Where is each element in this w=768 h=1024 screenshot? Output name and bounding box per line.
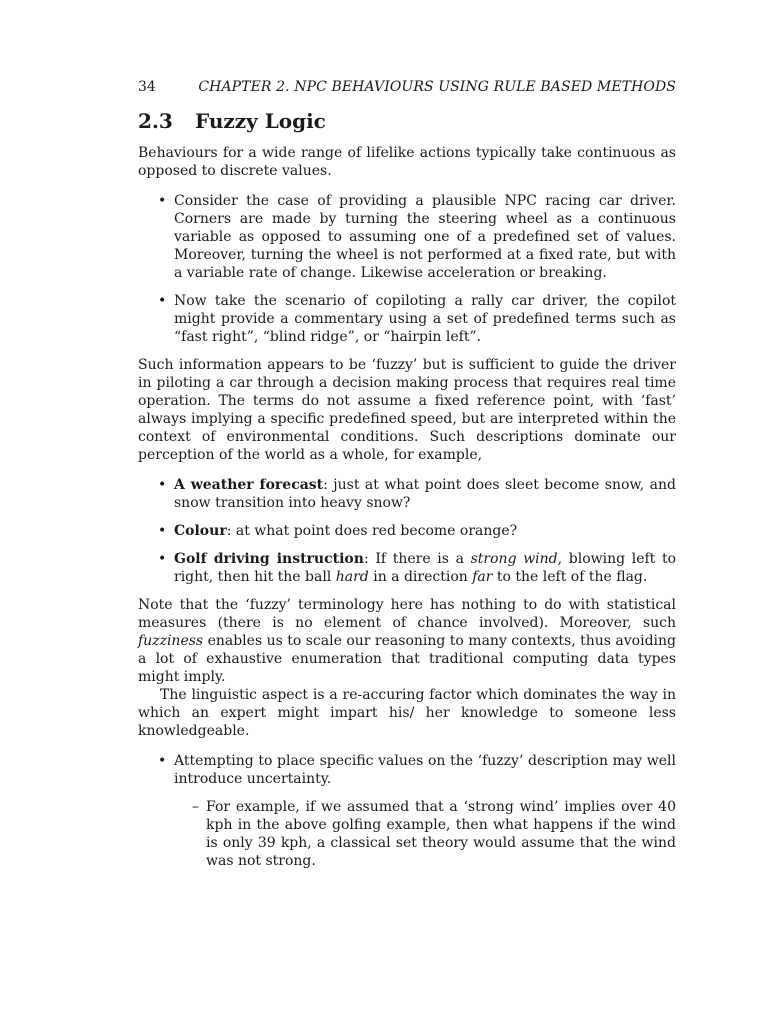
list-item bbox=[138, 522, 676, 540]
emphasis-hard: hard bbox=[335, 569, 369, 585]
running-header bbox=[138, 78, 676, 96]
list-item bbox=[138, 476, 676, 512]
sub-list bbox=[174, 798, 676, 870]
bullet-list-examples bbox=[138, 476, 676, 586]
bullet-list-racing bbox=[138, 192, 676, 346]
dash-marker: – bbox=[192, 799, 199, 815]
paragraph-text: Note that the ‘fuzzy’ terminology here has nothing to do with statistical measures (there is no element of chance involved). Moreover, such bbox=[138, 597, 676, 631]
list-item bbox=[138, 550, 676, 586]
list-item bbox=[138, 752, 676, 870]
list-item-text: : If there is a bbox=[363, 551, 471, 567]
bullet-marker: • bbox=[158, 293, 167, 309]
list-item-text: : just at what point does sleet become snow, and snow transition into heavy snow? bbox=[174, 477, 676, 511]
list-item-text: Now take the scenario of copiloting a rally car driver, the copilot might provide a commentary using a set of predefined terms such as “fast right”, “blind ridge”, or “hairpin left”. bbox=[174, 293, 676, 345]
bullet-marker: • bbox=[158, 477, 167, 493]
list-item-text: to the left of the flag. bbox=[492, 569, 648, 585]
terminology-paragraph bbox=[138, 596, 676, 686]
intro-paragraph: Behaviours for a wide range of lifelike actions typically take continuous as opposed to discrete values. bbox=[138, 145, 676, 179]
term-colour: Colour bbox=[174, 523, 227, 539]
bullet-marker: • bbox=[158, 193, 167, 209]
sub-list-item-text: For example, if we assumed that a ‘strong wind’ implies over 40 kph in the above golfing example, then what happens if the wind is only 39 kph, a classical set theory would assume that the wind was not strong. bbox=[206, 799, 676, 869]
list-item-text: : at what point does red become orange? bbox=[226, 523, 518, 539]
chapter-title: CHAPTER 2. NPC BEHAVIOURS USING RULE BASED METHODS bbox=[198, 79, 676, 95]
term-weather: A weather forecast bbox=[174, 477, 324, 493]
emphasis-fuzziness: fuzziness bbox=[138, 633, 204, 649]
list-item-text: in a direction bbox=[368, 569, 473, 585]
term-golf: Golf driving instruction bbox=[174, 551, 364, 567]
list-item-text: , blowing left to right, then hit the ball bbox=[174, 551, 677, 585]
list-item bbox=[138, 192, 676, 282]
bullet-marker: • bbox=[158, 753, 167, 769]
list-item-text: Consider the case of providing a plausible NPC racing car driver. Corners are made by turning the steering wheel as a continuous variable as opposed to assuming one of a predefined set of values. Moreover, turning the wheel is not performed at a fixed rate, but with a variable rate of change. Likewise acceleration or breaking. bbox=[174, 193, 676, 281]
section-title: Fuzzy Logic bbox=[195, 109, 326, 133]
page-body bbox=[138, 78, 676, 880]
emphasis-far: far bbox=[472, 569, 493, 585]
page-number: 34 bbox=[138, 79, 156, 95]
bullet-marker: • bbox=[158, 523, 167, 539]
list-item bbox=[138, 292, 676, 346]
bullet-marker: • bbox=[158, 551, 167, 567]
fuzzy-info-paragraph: Such information appears to be ‘fuzzy’ but is sufficient to guide the driver in piloting a car through a decision making process that requires real time operation. The terms do not assume a fixed reference point, with ‘fast’ always implying a specific predefined speed, but are interpreted within the context of environmental conditions. Such descriptions dominate our perception of the world as a whole, for example, bbox=[138, 357, 676, 463]
section-heading bbox=[138, 108, 676, 134]
emphasis-strong-wind: strong wind bbox=[470, 551, 558, 567]
paragraph-text: enables us to scale our reasoning to many contexts, thus avoiding a lot of exhaustive enumeration that traditional computing data types might imply. bbox=[138, 633, 676, 685]
section-number: 2.3 bbox=[138, 109, 173, 133]
linguistic-paragraph: The linguistic aspect is a re-accuring factor which dominates the way in which an expert might impart his/ her knowledge to someone less knowledgeable. bbox=[138, 687, 676, 739]
sub-list-item bbox=[174, 798, 676, 870]
bullet-list-uncertainty bbox=[138, 752, 676, 870]
list-item-text: Attempting to place specific values on the ‘fuzzy’ description may well introduce uncertainty. bbox=[174, 753, 676, 787]
